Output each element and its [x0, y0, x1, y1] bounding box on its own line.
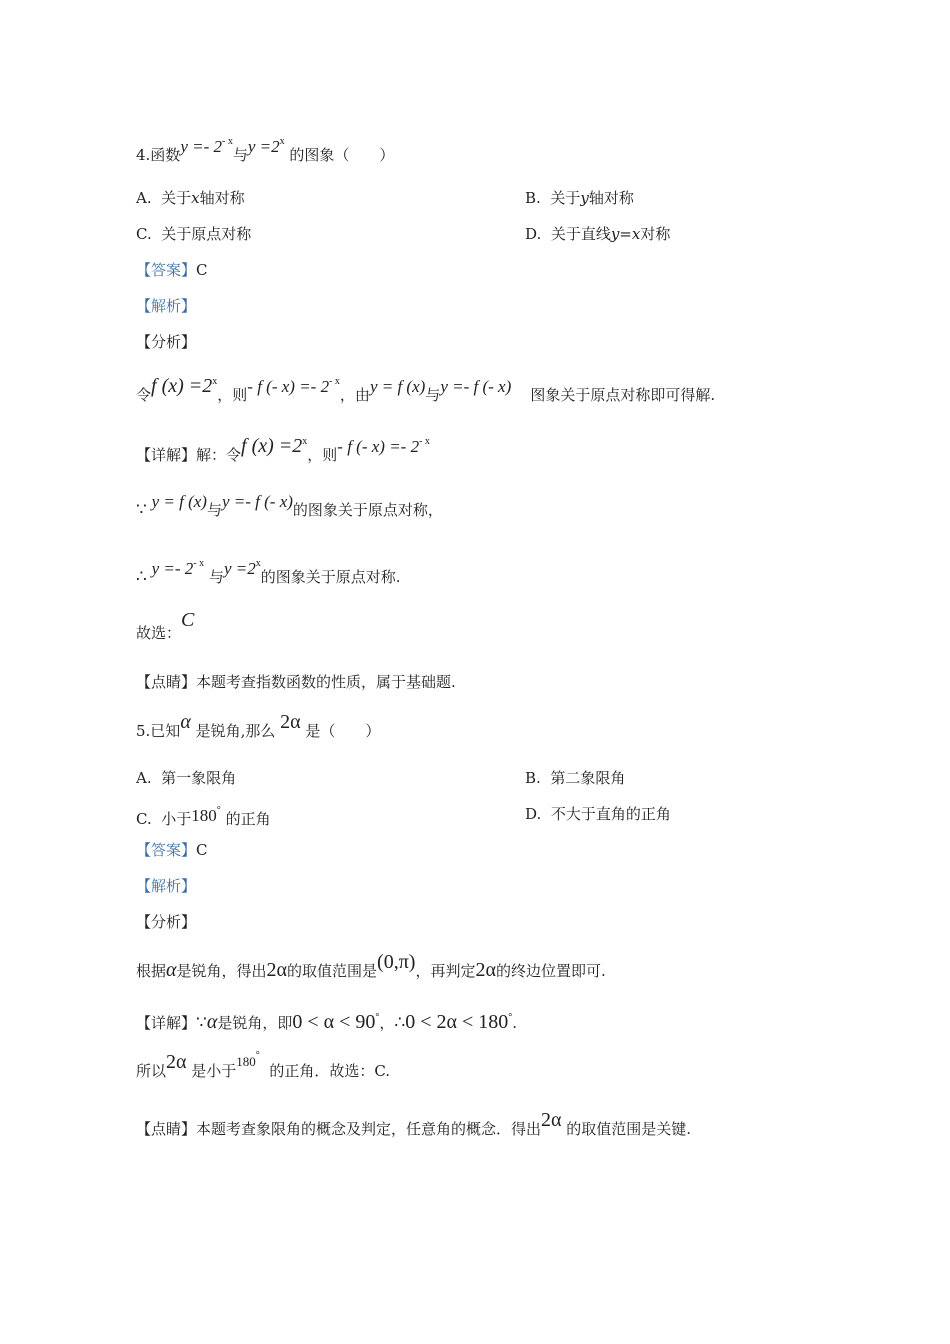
q4-fenxi-text: 令f $(x) =2^x$，则- f (- $x) =- 2^{- x}$，由y = f (x)与y =- f (- x) 图象关于原点对称即可得解.: [136, 375, 716, 404]
q5-option-c: C. 小于180° 的正角: [136, 805, 271, 828]
q5-fenxi-text: 根据α是锐角，得出2α的取值范围是(0,π)，再判定2α的终边位置即可.: [136, 951, 606, 981]
q5-fenxi-tag: 【分析】: [136, 913, 197, 931]
q5-option-b: B. 第二象限角: [525, 769, 626, 787]
q4-option-a: A. 关于x轴对称: [136, 189, 245, 207]
q4-stem: 4.函数$y =- 2^{- x}$与$y =2^x$ 的图象（ ）: [136, 136, 395, 164]
q5-stem: 5.已知α 是锐角,那么 2α 是（ ）: [136, 711, 381, 740]
q4-option-c: C. 关于原点对称: [136, 225, 252, 243]
q5-analysis-tag: 【解析】: [136, 877, 197, 895]
q5-comment: 【点睛】本题考查象限角的概念及判定，任意角的概念．得出2α 的取值范围是关键.: [136, 1109, 692, 1138]
q4-answer: 【答案】C: [136, 261, 208, 279]
q4-detail: 【详解】解：令f $(x) =2^x$，则- f (- $x) =- 2^{- x}$: [136, 435, 430, 464]
q5-so: 所以2α 是小于180° 的正角．故选：C.: [136, 1050, 391, 1080]
q4-option-d: D. 关于直线y=x对称: [525, 225, 671, 243]
q5-detail: 【详解】∵α是锐角，即0 < α < 90°，∴0 < 2α < 180°.: [136, 1011, 518, 1033]
q4-analysis-tag: 【解析】: [136, 297, 197, 315]
q4-option-b: B. 关于y轴对称: [525, 189, 634, 207]
q4-comment: 【点睛】本题考查指数函数的性质，属于基础题.: [136, 673, 456, 691]
q5-answer: 【答案】C: [136, 841, 208, 859]
q4-choose: 故选：C: [136, 609, 195, 642]
q4-because: ∵ y = f (x)与y =- f (- x)的图象关于原点对称，: [136, 492, 443, 519]
q4-therefore: ∴ $y =- 2^{- x}$ 与$y =2^x$的图象关于原点对称.: [136, 558, 401, 586]
q5-option-a: A. 第一象限角: [136, 769, 237, 787]
q4-fenxi-tag: 【分析】: [136, 333, 197, 351]
q5-option-d: D. 不大于直角的正角: [525, 805, 671, 823]
